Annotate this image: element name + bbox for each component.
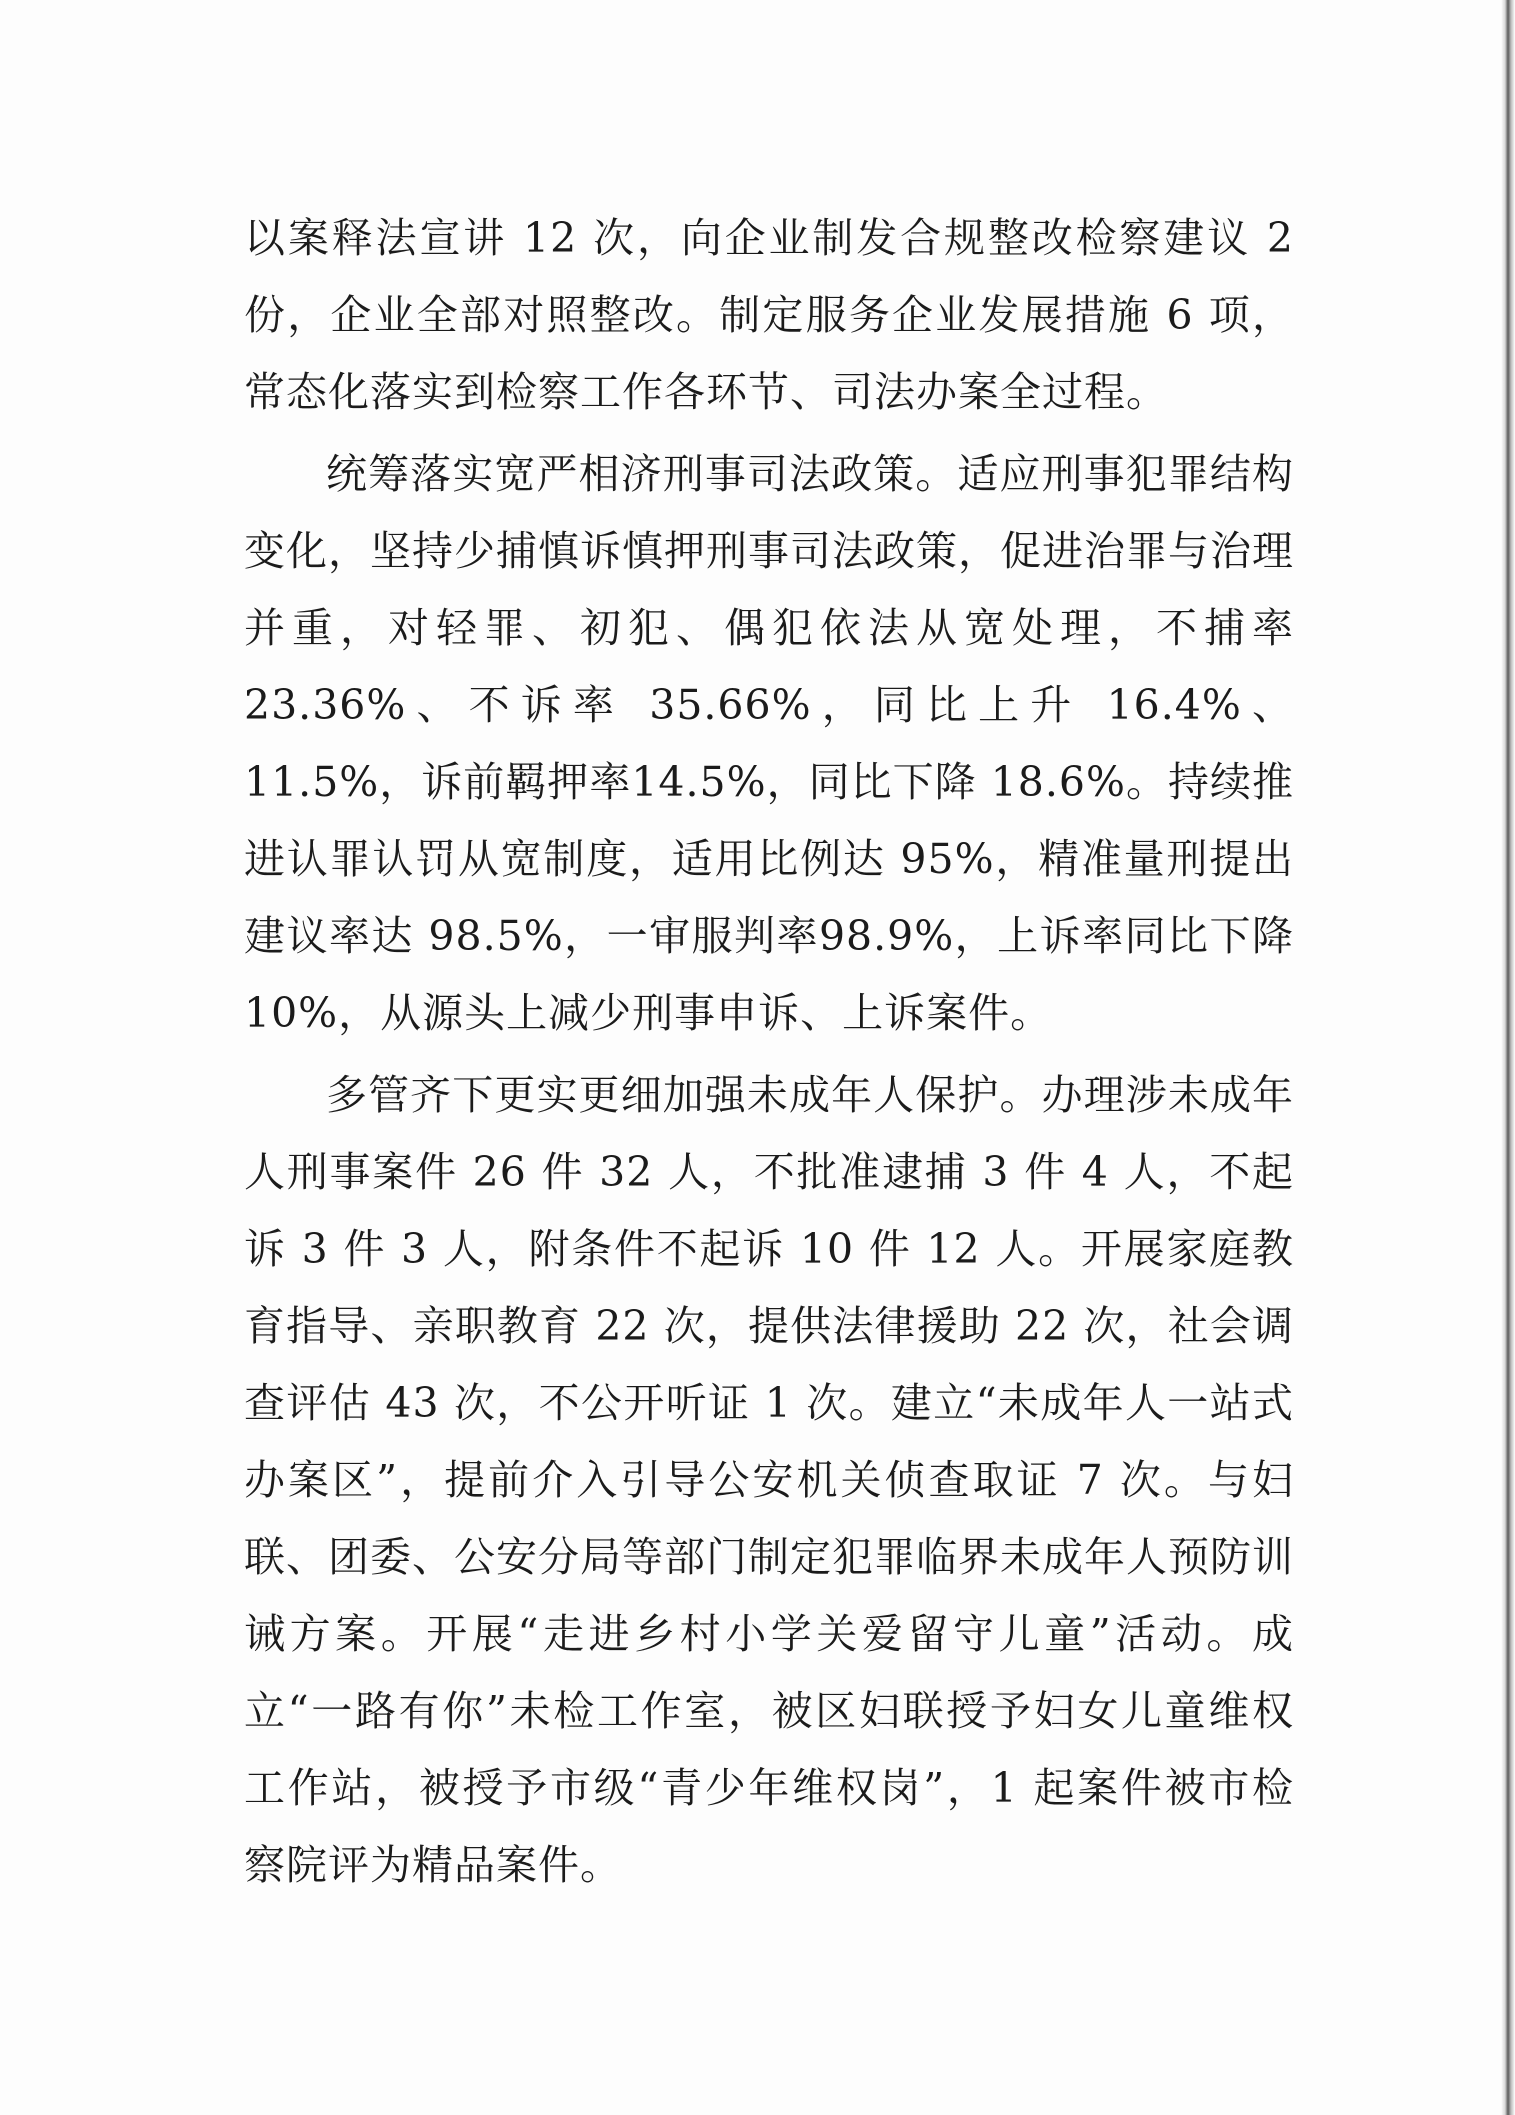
paragraph-enterprise-compliance: 以案释法宣讲 12 次，向企业制发合规整改检察建议 2 份，企业全部对照整改。制定服务企业发展措施 6 项，常态化落实到检察工作各环节、司法办案全过程。 xyxy=(244,214,1294,416)
paragraph-minor-protection: 多管齐下更实更细加强未成年人保护。办理涉未成年人刑事案件 26 件 32 人，不批准逮捕 3 件 4 人，不起诉 3 件 3 人，附条件不起诉 10 件 12 人。开展家庭教育指导、亲职教育 22 次，提供法律援助 22 次，社会调查评估 43 次，不公开听证 1 次。建立“未成年人一站式办案区”，提前介入引导公安机关侦查取证 7 次。与妇联、团委、公安分局等部门制定犯罪临界未成年人预防训诫方案。开展“走进乡村小学关爱留守儿童”活动。成立“一路有你”未检工作室，被区妇联授予妇女儿童维权工作站，被授予市级“青少年维权岗”，1 起案件被市检察院评为精品案件。 xyxy=(244,1071,1294,1889)
scan-edge xyxy=(1501,0,1515,2115)
paragraph-criminal-justice-policy: 统筹落实宽严相济刑事司法政策。适应刑事犯罪结构变化，坚持少捕慎诉慎押刑事司法政策，促进治罪与治理并重，对轻罪、初犯、偶犯依法从宽处理，不捕率 23.36%、不诉率 35.66%，同比上升 16.4%、11.5%，诉前羁押率14.5%，同比下降 18.6%。持续推进认罪认罚从宽制度，适用比例达 95%，精准量刑提出建议率达 98.5%，一审服判率98.9%，上诉率同比下降 10%，从源头上减少刑事申诉、上诉案件。 xyxy=(244,450,1294,1037)
document-body xyxy=(244,200,1294,1904)
